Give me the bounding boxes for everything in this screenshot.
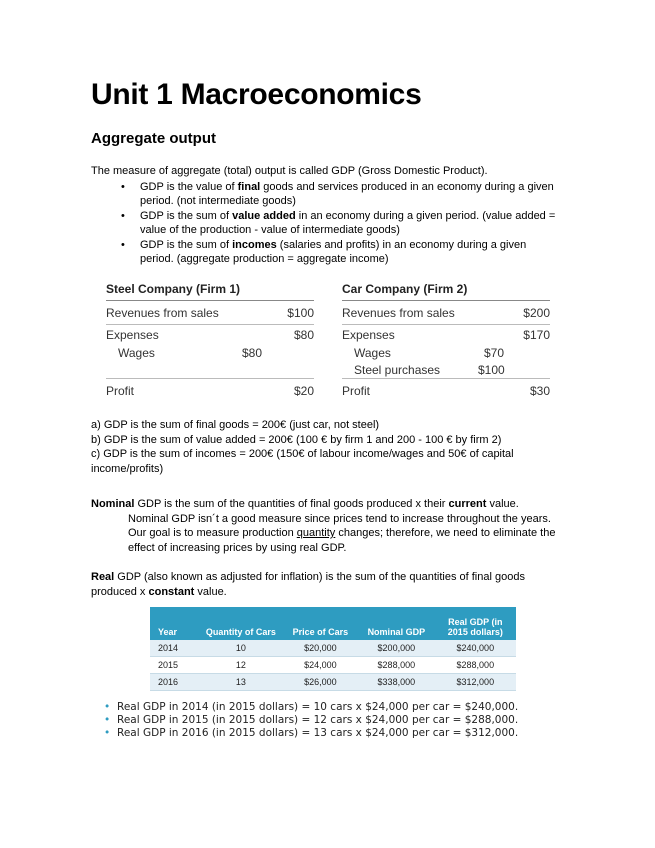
list-item: • GDP is the sum of incomes (salaries and profits) in an economy during a given period. (aggregate production = aggregate income) [121, 239, 527, 265]
answers-block [91, 418, 561, 476]
firm1-wages-value: $80 [242, 346, 263, 360]
table-cell: $26,000 [283, 674, 358, 691]
table-cell: $20,000 [283, 640, 358, 657]
firm2-title: Car Company (Firm 2) [342, 282, 550, 301]
table-header: Nominal GDP [358, 607, 435, 640]
list-item: • GDP is the sum of value added in an economy during a given period. (value added = value of the production - value of intermediate goods) [121, 210, 556, 236]
table-cell: $24,000 [283, 657, 358, 674]
table-header: Real GDP (in 2015 dollars) [435, 607, 516, 640]
table-cell: $288,000 [435, 657, 516, 674]
firm2-wages-label: Wages [354, 346, 391, 360]
divider [106, 324, 314, 325]
list-item: • Real GDP in 2016 (in 2015 dollars) = 13 cars x $24,000 per car = $312,000. [104, 727, 519, 739]
table-cell: 13 [199, 674, 283, 691]
section-heading: Aggregate output [91, 130, 216, 147]
gdp-table [150, 607, 516, 691]
page-title: Unit 1 Macroeconomics [91, 78, 422, 111]
firm2-revenue-value: $200 [523, 306, 550, 320]
firm1-profit-label: Profit [106, 384, 135, 398]
table-row [150, 657, 516, 674]
firm-accounts-figure [106, 282, 550, 404]
table-row [150, 640, 516, 657]
bullet-icon: • [121, 239, 125, 251]
firm1-title: Steel Company (Firm 1) [106, 282, 314, 301]
table-cell: 2015 [150, 657, 199, 674]
table-cell: $240,000 [435, 640, 516, 657]
firm1-expenses-value: $80 [293, 328, 314, 342]
real-gdp-calculations [103, 701, 518, 740]
answer-c: c) GDP is the sum of incomes = 200€ (150€ of labour income/wages and 50€ of capital income/profits) [91, 448, 514, 475]
firm1-expenses-label: Expenses [106, 328, 159, 342]
firm1-revenue-label: Revenues from sales [106, 306, 219, 320]
table-header: Quantity of Cars [199, 607, 283, 640]
firm2-expenses-value: $170 [523, 328, 550, 342]
firm2-profit-label: Profit [342, 384, 371, 398]
table-cell: $288,000 [358, 657, 435, 674]
firm2-wages-value: $70 [484, 346, 505, 360]
table-cell: 2016 [150, 674, 199, 691]
firm2-revenue-label: Revenues from sales [342, 306, 455, 320]
divider [106, 378, 314, 379]
table-cell: 10 [199, 640, 283, 657]
bullet-icon: • [121, 181, 125, 193]
firm2-profit-value: $30 [529, 384, 550, 398]
table-cell: $338,000 [358, 674, 435, 691]
divider [342, 324, 550, 325]
answer-a: a) GDP is the sum of final goods = 200€ (just car, not steel) [91, 419, 380, 431]
bullet-icon: • [121, 210, 125, 222]
firm1-profit-value: $20 [293, 384, 314, 398]
answer-b: b) GDP is the sum of value added = 200€ (100 € by firm 1 and 200 - 100 € by firm 2) [91, 433, 502, 446]
intro-paragraph: The measure of aggregate (total) output is called GDP (Gross Domestic Product). [91, 165, 488, 177]
table-cell: $312,000 [435, 674, 516, 691]
real-gdp-paragraph: Real GDP (also known as adjusted for inflation) is the sum of the quantities of final goods produced x constant value. [91, 571, 525, 598]
table-cell: 12 [199, 657, 283, 674]
table-cell: $200,000 [358, 640, 435, 657]
firm1-account [106, 282, 314, 398]
nominal-gdp-paragraph: Nominal GDP is the sum of the quantities of final goods produced x their current value. Nominal GDP isn´t a good measure since prices tend to increase throughout the years. Our goal is to measure production quantity changes; therefore, we need to eliminate the effect of increasing prices by using real GDP. [91, 498, 556, 554]
firm2-steel-value: $100 [478, 363, 505, 377]
list-item: • Real GDP in 2014 (in 2015 dollars) = 10 cars x $24,000 per car = $240,000. [104, 701, 519, 713]
table-cell: 2014 [150, 640, 199, 657]
firm2-account [342, 282, 550, 398]
firm2-steel-label: Steel purchases [354, 363, 441, 377]
table-header: Price of Cars [283, 607, 358, 640]
firm1-wages-label: Wages [118, 346, 155, 360]
table-header: Year [150, 607, 199, 640]
firm2-expenses-label: Expenses [342, 328, 395, 342]
gdp-definitions-list [91, 180, 561, 267]
list-item: • GDP is the value of final goods and services produced in an economy during a given period. (not intermediate goods) [121, 181, 554, 207]
bullet-icon: • [104, 727, 111, 739]
list-item: • Real GDP in 2015 (in 2015 dollars) = 12 cars x $24,000 per car = $288,000. [104, 714, 519, 726]
table-row [150, 674, 516, 691]
divider [342, 378, 550, 379]
bullet-icon: • [104, 701, 111, 713]
bullet-icon: • [104, 714, 111, 726]
firm1-revenue-value: $100 [287, 306, 314, 320]
